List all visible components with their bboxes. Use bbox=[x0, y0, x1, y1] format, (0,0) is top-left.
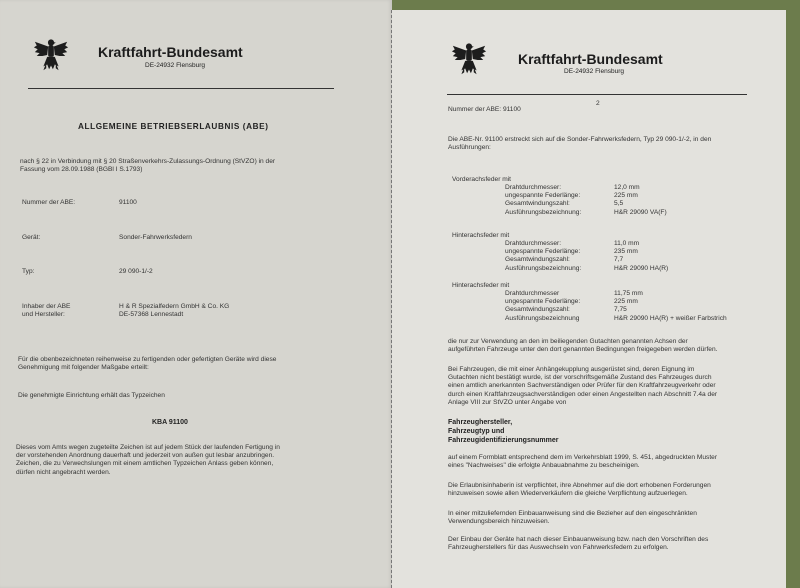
instructions-text: In einer mitzuliefernden Einbauanweisung sind die Bezieher auf den eingeschränkten Verwendungsbereich hinzuweisen. bbox=[448, 510, 697, 526]
spring-values: 12,0 mm 225 mm 5,5 H&R 29090 VA(F) bbox=[614, 184, 667, 216]
spring-title: Hinterachsfeder mit bbox=[452, 282, 510, 289]
spring-labels: Drahtdurchmesser ungespannte Federlänge: Gesamtwindungszahl: Ausführungsbezeichnung bbox=[505, 290, 581, 322]
form-text: auf einem Formblatt entsprechend dem im Verkehrsblatt 1999, S. 451, abgedruckten Muster eines "Nachweises" die erfolgte Anbauabnahme zu bescheinigen. bbox=[448, 454, 718, 470]
spring-labels: Drahtdurchmesser: ungespannte Federlänge: Gesamtwindungszahl: Ausführungsbezeichnung: bbox=[505, 184, 582, 216]
required-details: Fahrzeughersteller, Fahrzeugtyp und Fahrzeugidentifizierungsnummer bbox=[448, 419, 559, 444]
legal-basis: nach § 22 in Verbindung mit § 20 Straßenverkehrs-Zulassungs-Ordnung (StVZO) in der Fassung vom 28.09.1988 (BGBl I S.1793) bbox=[20, 158, 276, 174]
device-value: Sonder-Fahrwerksfedern bbox=[119, 234, 192, 241]
abe-number-value: 91100 bbox=[119, 199, 137, 206]
installation-text: Der Einbau der Geräte hat nach dieser Einbauanweisung bzw. nach den Vorschriften des Fahrzeugherstellers für das Auswechseln von Fahrwerksfedern zu erfolgen. bbox=[448, 536, 709, 552]
scope-text: Die ABE-Nr. 91100 erstreckt sich auf die Sonder-Fahrwerksfedern, Typ 29 090-1/-2, in den Ausführungen: bbox=[448, 136, 712, 152]
type-label: Typ: bbox=[22, 268, 35, 275]
authority-name: Kraftfahrt-Bundesamt bbox=[518, 51, 663, 67]
page-1 bbox=[0, 0, 392, 588]
header-rule bbox=[28, 88, 334, 89]
header-rule bbox=[447, 94, 747, 95]
document-title: ALLGEMEINE BETRIEBSERLAUBNIS (ABE) bbox=[78, 122, 269, 131]
abe-number-line: Nummer der ABE: 91100 bbox=[448, 106, 521, 113]
abe-number-label: Nummer der ABE: bbox=[22, 199, 76, 206]
spring-values: 11,75 mm 225 mm 7,75 H&R 29090 HA(R) + weißer Farbstrich bbox=[614, 290, 727, 322]
device-label: Gerät: bbox=[22, 234, 41, 241]
spring-title: Hinterachsfeder mit bbox=[452, 232, 510, 239]
trailer-hitch-text: Bei Fahrzeugen, die mit einer Anhängekupplung ausgerüstet sind, deren Eignung im Gutachten nicht bestätigt wurde, ist der vorschriftsgemäße Zustand des Fahrzeuges durch einen amtlich anerkannten Sachverständigen oder Prüfer für den Kraftfahrzeugverkehr oder durch einen Kraftfahrzeugsachverständigen oder einen Angestellten nach Abschnitt 7.4a der Anlage VIII zur StVZO unter Angabe von bbox=[448, 366, 718, 406]
page-number: 2 bbox=[596, 100, 600, 107]
spring-labels: Drahtdurchmesser: ungespannte Federlänge: Gesamtwindungszahl: Ausführungsbezeichnung: bbox=[505, 240, 582, 272]
federal-eagle-icon bbox=[32, 36, 70, 74]
holder-value: H & R Spezialfedern GmbH & Co. KG DE-57368 Lennestadt bbox=[119, 303, 230, 319]
type-mark: KBA 91100 bbox=[152, 419, 188, 426]
type-mark-intro: Die genehmigte Einrichtung erhält das Typzeichen bbox=[18, 392, 165, 399]
authority-address: DE-24932 Flensburg bbox=[564, 68, 624, 75]
spring-title: Vorderachsfeder mit bbox=[452, 176, 512, 183]
authority-name: Kraftfahrt-Bundesamt bbox=[98, 44, 243, 60]
holder-label: Inhaber der ABE und Hersteller: bbox=[22, 303, 71, 319]
type-value: 29 090-1/-2 bbox=[119, 268, 153, 275]
marking-rules: Dieses vom Amts wegen zugeteilte Zeichen ist auf jedem Stück der laufenden Fertigung in der vorstehenden Anordnung dauerhaft und jederzeit von außen gut lesbar anzubringen. Zeichen, die zu Verwechslungen mit einem amtlichen Typzeichen Anlass geben können, dürfen nicht angebracht werden. bbox=[16, 444, 280, 476]
background-edge bbox=[786, 0, 800, 588]
federal-eagle-icon bbox=[450, 40, 488, 78]
grant-statement: Für die obenbezeichneten reihenweise zu fertigenden oder gefertigten Geräte wird diese Genehmigung mit folgender Maßgabe erteilt: bbox=[18, 356, 277, 372]
usage-text: die nur zur Verwendung an den im beiliegenden Gutachten genannten Achsen der aufgeführten Fahrzeuge unter den dort genannten Bedingungen freigegeben werden dürfen. bbox=[448, 338, 718, 354]
page-2 bbox=[392, 10, 786, 588]
authority-address: DE-24932 Flensburg bbox=[145, 62, 205, 69]
spring-values: 11,0 mm 235 mm 7,7 H&R 29090 HA(R) bbox=[614, 240, 669, 272]
obligation-text: Die Erlaubnisinhaberin ist verpflichtet, ihre Abnehmer auf die dort erhobenen Forderungen hinzuweisen sowie allen Wiederverkäufern die gleiche Verpflichtung aufzuerlegen. bbox=[448, 482, 711, 498]
